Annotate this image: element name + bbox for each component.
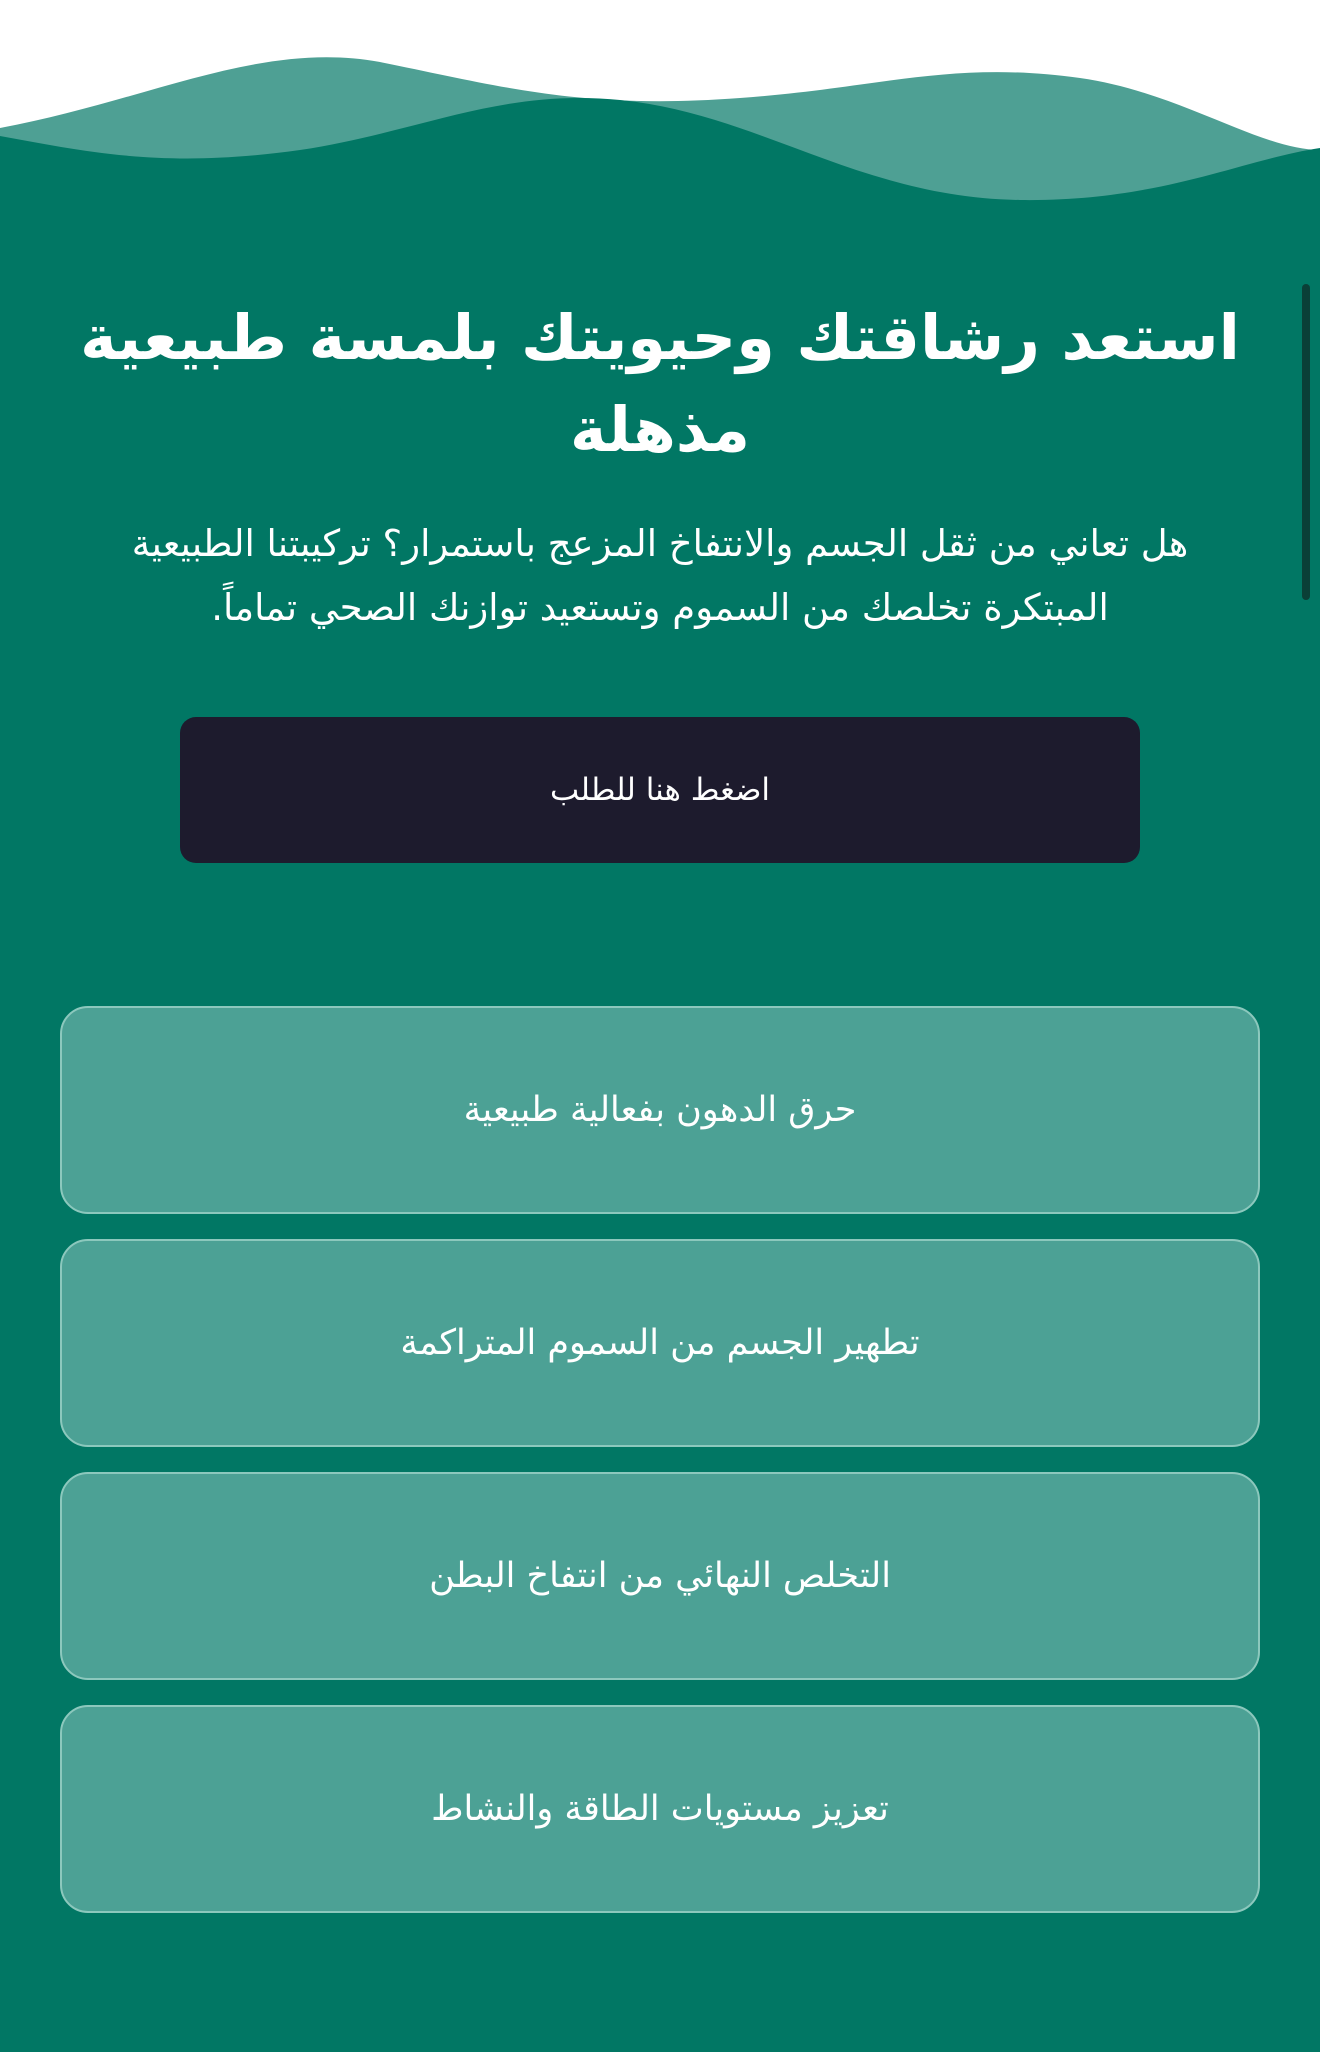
benefit-card: حرق الدهون بفعالية طبيعية bbox=[60, 1006, 1260, 1214]
benefit-card: تطهير الجسم من السموم المتراكمة bbox=[60, 1239, 1260, 1447]
header-wave bbox=[0, 0, 1320, 220]
benefit-card: تعزيز مستويات الطاقة والنشاط bbox=[60, 1705, 1260, 1913]
page-title: استعد رشاقتك وحيويتك بلمسة طبيعية مذهلة bbox=[80, 301, 1240, 466]
hero-section bbox=[60, 292, 1260, 640]
order-button[interactable]: اضغط هنا للطلب bbox=[180, 717, 1140, 863]
scrollbar[interactable] bbox=[1302, 284, 1310, 600]
benefit-card: التخلص النهائي من انتفاخ البطن bbox=[60, 1472, 1260, 1680]
page-subtitle: هل تعاني من ثقل الجسم والانتفاخ المزعج باستمرار؟ تركيبتنا الطبيعية المبتكرة تخلصك من السموم وتستعيد توازنك الصحي تماماً. bbox=[131, 522, 1189, 629]
benefits-list bbox=[60, 1006, 1260, 1938]
